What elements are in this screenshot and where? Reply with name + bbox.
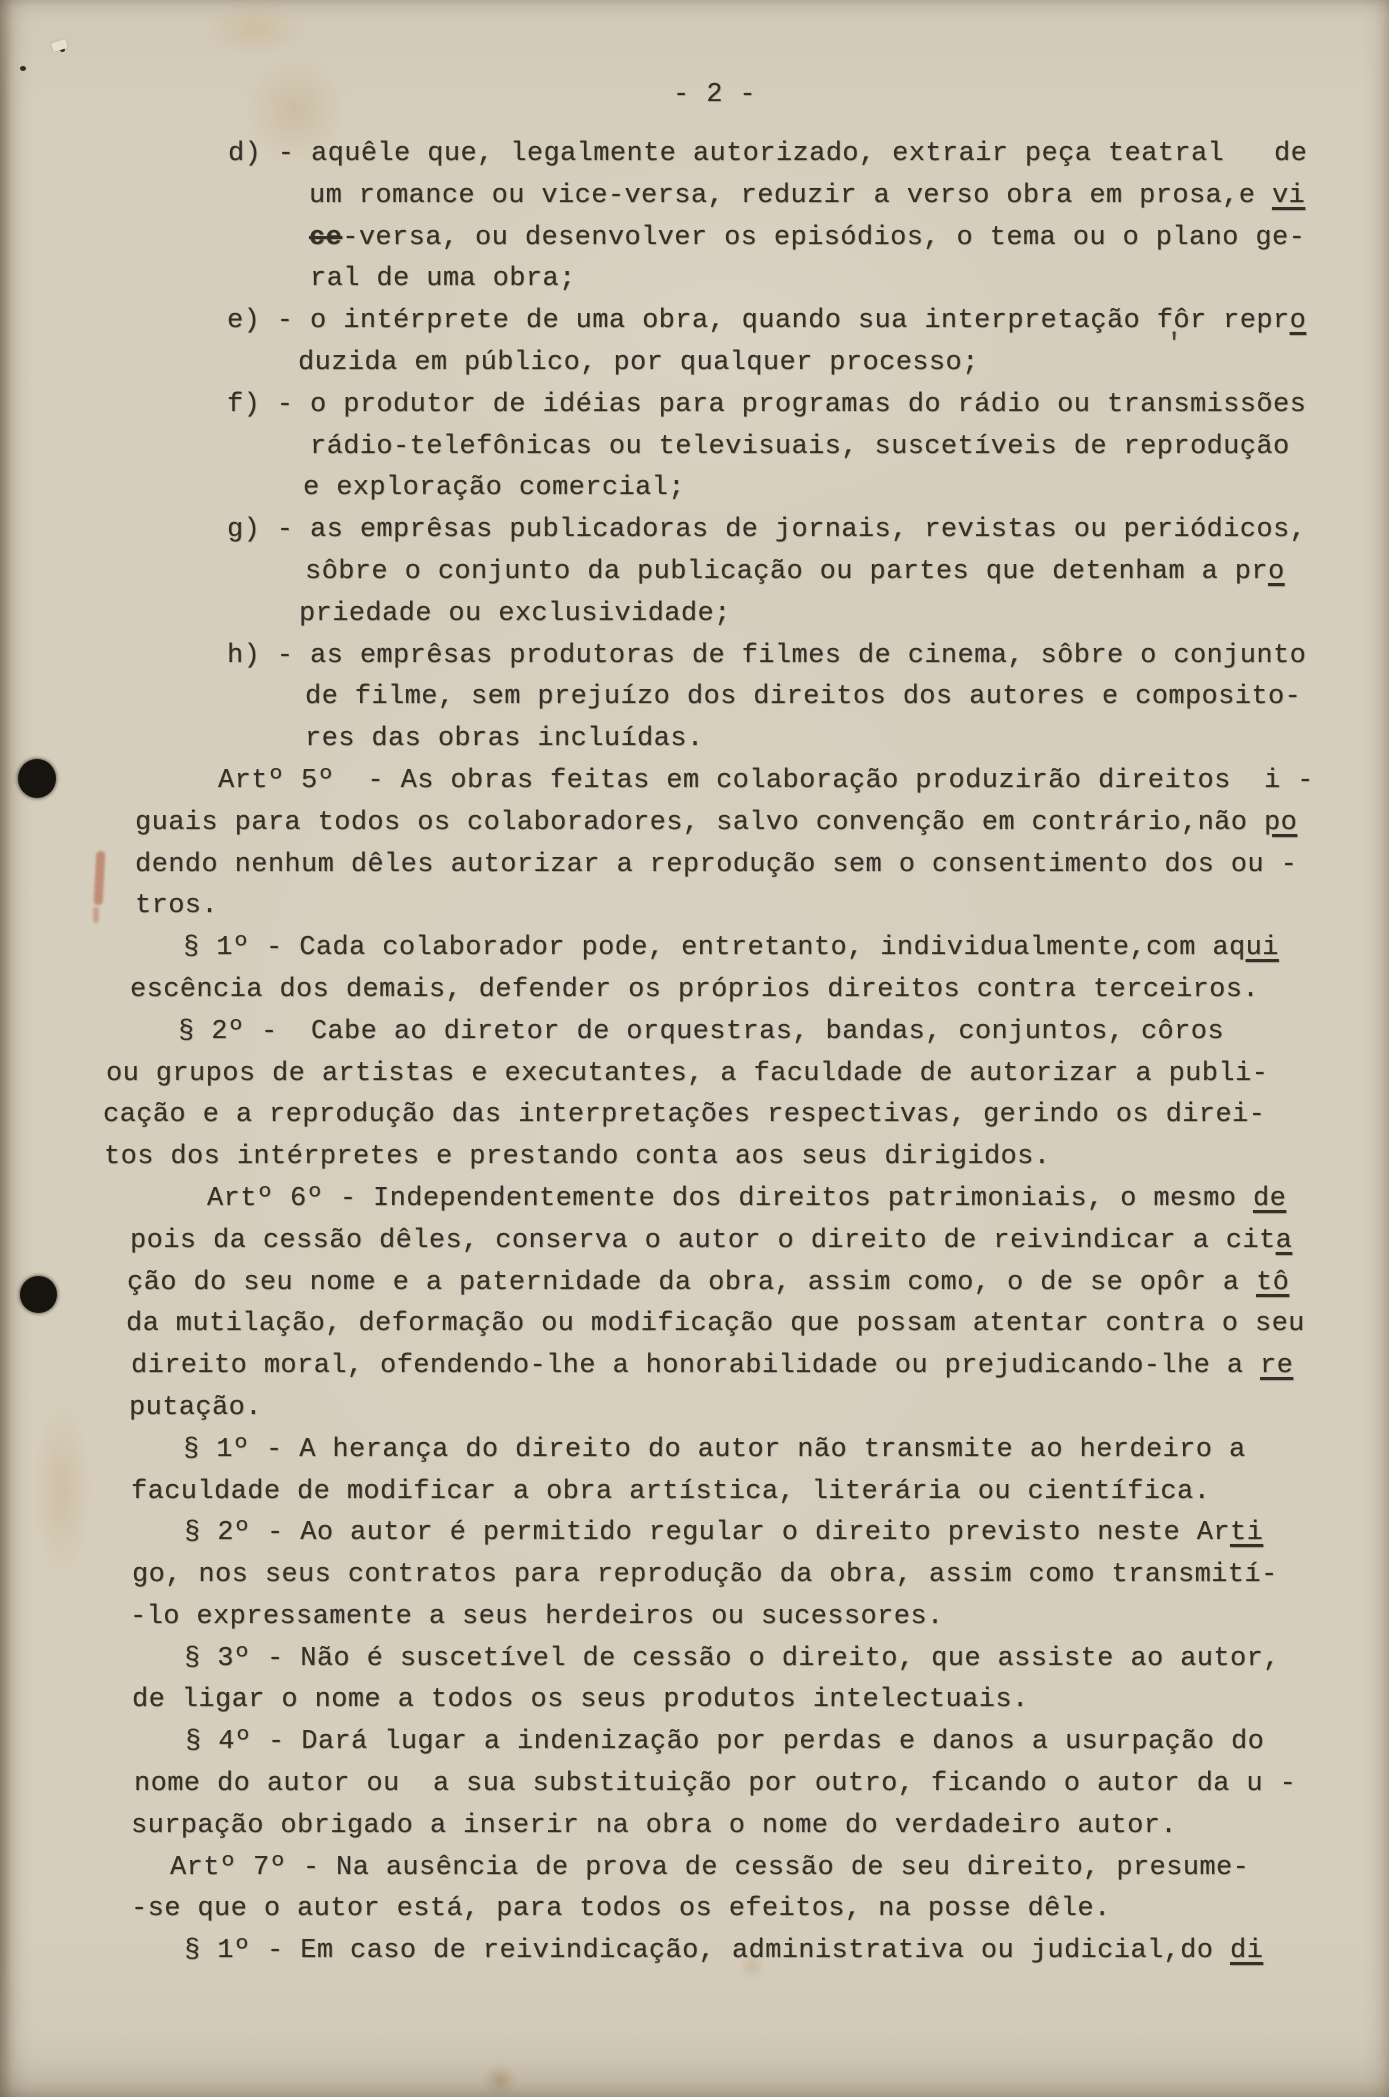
text-line [0, 468, 1389, 510]
underlined-text: ui [1245, 933, 1279, 964]
text-segment: -versa, ou desenvolver os episódios, o tema ou o plano ge- [342, 222, 1306, 253]
text-line [0, 1848, 1389, 1890]
text-segment: guais para todos os colaboradores, salvo convenção em contrário,não [135, 807, 1264, 838]
text-line [0, 1806, 1389, 1848]
underlined-text: re [1259, 1351, 1294, 1382]
text-segment: ral de uma obra; [310, 264, 576, 295]
text-line [0, 1513, 1389, 1555]
text-line [0, 1889, 1389, 1931]
paper-nick [51, 39, 68, 52]
text-segment: aquêle que, legalmente autorizado, extrair peça teatral de [311, 139, 1308, 169]
text-line [0, 552, 1389, 594]
text-segment: Artº 5º - As obras feitas em colaboração produzirão direitos i - [218, 765, 1314, 796]
underlined-text: de [1252, 1183, 1287, 1214]
text-segment: ou grupos de artistas e executantes, a faculdade de autorizar a publi- [106, 1058, 1269, 1089]
text-segment: surpação obrigado a inserir na obra o nome do verdadeiro autor. [131, 1810, 1177, 1841]
list-item-label: e) - [227, 306, 311, 337]
text-segment: escência dos demais, defender os próprios direitos contra terceiros. [130, 974, 1259, 1005]
text-line [0, 1430, 1389, 1472]
underlined-text: o [1267, 556, 1285, 587]
text-segment: § 1º - Em caso de reivindicação, administrativa ou judicial,do [184, 1936, 1230, 1967]
list-item-label: h) - [227, 640, 311, 671]
text-segment: as emprêsas publicadoras de jornais, revistas ou periódicos, [310, 515, 1307, 546]
text-segment: o intérprete de uma obra, quando sua interpretação fôr repr [310, 306, 1290, 337]
text-line [0, 134, 1389, 176]
text-segment: tos dos intérpretes e prestando conta aos seus dirigidos. [104, 1142, 1051, 1173]
text-line [0, 301, 1389, 343]
text-line [0, 845, 1389, 887]
text-segment: e exploração comercial; [303, 473, 685, 504]
text-segment: as emprêsas produtoras de filmes de cinema, sôbre o conjunto [310, 640, 1307, 671]
typewritten-text-block [0, 134, 1389, 1973]
text-segment: da mutilação, deformação ou modificação que possam atentar contra o seu [126, 1309, 1305, 1340]
text-segment: o produtor de idéias para programas do rádio ou transmissões [310, 389, 1307, 420]
text-segment: putação. [129, 1392, 262, 1423]
text-segment: de ligar o nome a todos os seus produtos intelectuais. [132, 1685, 1029, 1716]
text-segment: Artº 6º - Independentemente dos direitos patrimoniais, o mesmo [207, 1183, 1253, 1214]
text-line [0, 1012, 1389, 1054]
text-line [0, 719, 1389, 761]
text-segment: § 4º - Dará lugar a indenização por perdas e danos a usurpação do [185, 1727, 1265, 1758]
text-segment: de filme, sem prejuízo dos direitos dos autores e composito- [305, 682, 1302, 713]
text-segment: duzida em público, por qualquer processo; [298, 347, 979, 378]
text-segment: res das obras incluídas. [305, 724, 704, 755]
text-segment: § 3º - Não é suscetível de cessão o direito, que assiste ao autor, [184, 1643, 1280, 1674]
text-line [0, 1931, 1389, 1973]
text-line [0, 677, 1389, 719]
page-number: - 2 - [673, 80, 757, 110]
text-line [0, 1095, 1389, 1137]
struck-text: ce [309, 222, 343, 253]
text-line [0, 803, 1389, 845]
text-line [0, 176, 1389, 218]
stray-apostrophe-mark: ' [1166, 330, 1183, 360]
underlined-text: di [1229, 1936, 1264, 1967]
text-line [0, 1555, 1389, 1597]
list-item-label: g) - [227, 515, 311, 546]
text-line [0, 1472, 1389, 1514]
text-segment: § 1º - A herança do direito do autor não transmite ao herdeiro a [183, 1434, 1246, 1465]
text-line [0, 218, 1389, 260]
text-line [0, 1304, 1389, 1346]
text-segment: dendo nenhum dêles autorizar a reprodução sem o consentimento dos ou - [135, 849, 1298, 880]
text-segment: go, nos seus contratos para reprodução da obra, assim como transmití- [132, 1560, 1278, 1591]
text-line [0, 1680, 1389, 1722]
text-segment: § 1º - Cada colaborador pode, entretanto, individualmente,com aq [183, 933, 1246, 964]
text-line [0, 1388, 1389, 1430]
text-segment: sôbre o conjunto da publicação ou partes que detenham a pr [305, 556, 1268, 587]
text-line [0, 1764, 1389, 1806]
text-line [0, 970, 1389, 1012]
text-segment: priedade ou exclusividade; [299, 598, 731, 629]
text-line [0, 761, 1389, 803]
text-lines [0, 134, 1389, 1973]
text-line [0, 1597, 1389, 1639]
underlined-text: tô [1255, 1267, 1290, 1298]
text-line [0, 385, 1389, 427]
text-segment: § 2º - Cabe ao diretor de orquestras, bandas, conjuntos, côros [178, 1016, 1224, 1047]
text-segment: ção do seu nome e a paternidade da obra, assim como, o de se opôr a [127, 1267, 1256, 1298]
text-line [0, 427, 1389, 469]
underlined-text: o [1289, 306, 1307, 337]
text-line [0, 636, 1389, 678]
text-segment: um romance ou vice-versa, reduzir a verso obra em prosa,e [309, 180, 1272, 211]
text-line [0, 928, 1389, 970]
list-item-label: f) - [227, 389, 311, 420]
text-segment: cação e a reprodução das interpretações respectivas, gerindo os direi- [103, 1100, 1266, 1131]
text-line [0, 259, 1389, 301]
list-item-label: d) - [228, 139, 312, 169]
text-segment: faculdade de modificar a obra artística, literária ou científica. [131, 1476, 1211, 1507]
text-line [0, 343, 1389, 385]
text-segment: -se que o autor está, para todos os efeitos, na posse dêle. [131, 1894, 1111, 1925]
text-segment: pois da cessão dêles, conserva o autor o direito de reivindicar a cit [130, 1225, 1276, 1256]
text-line [0, 1179, 1389, 1221]
text-line [0, 594, 1389, 636]
text-segment: -lo expressamente a seus herdeiros ou sucessores. [130, 1601, 944, 1632]
text-segment: direito moral, ofendendo-lhe a honorabilidade ou prejudicando-lhe a [131, 1351, 1260, 1382]
text-segment: tros. [135, 891, 219, 922]
text-line [0, 1346, 1389, 1388]
underlined-text: a [1275, 1225, 1293, 1256]
text-line [0, 1639, 1389, 1681]
text-segment: nome do autor ou a sua substituição por outro, ficando o autor da u - [134, 1769, 1297, 1800]
paper-speck [20, 66, 26, 71]
text-line [0, 1054, 1389, 1096]
text-line [0, 886, 1389, 928]
underlined-text: po [1263, 807, 1298, 838]
underlined-text: vi [1271, 180, 1306, 211]
underlined-text: ti [1229, 1518, 1264, 1549]
text-line [0, 510, 1389, 552]
text-segment: Artº 7º - Na ausência de prova de cessão de seu direito, presume- [170, 1852, 1250, 1883]
text-segment: rádio-telefônicas ou televisuais, suscetíveis de reprodução [310, 431, 1290, 462]
text-line [0, 1137, 1389, 1179]
text-line [0, 1263, 1389, 1305]
text-line [0, 1722, 1389, 1764]
text-line [0, 1221, 1389, 1263]
text-segment: § 2º - Ao autor é permitido regular o direito previsto neste Ar [184, 1518, 1230, 1549]
